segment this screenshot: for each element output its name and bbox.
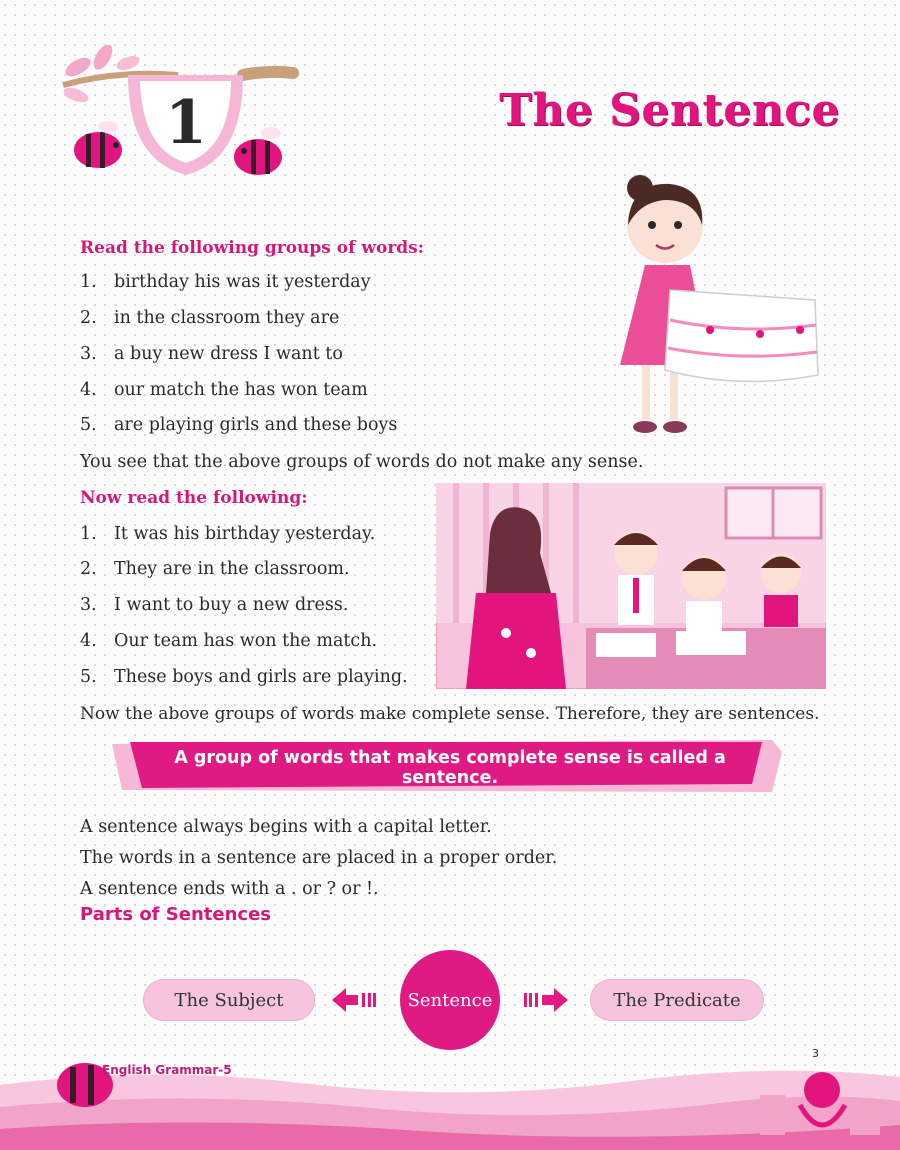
- arrow-right-icon: [524, 988, 568, 1012]
- page-title: The Sentence: [499, 85, 840, 136]
- arrow-left-icon: [332, 988, 376, 1012]
- list-number: 1.: [80, 272, 97, 292]
- predicate-pill: The Predicate: [590, 979, 764, 1021]
- girl-with-dress-illustration: [600, 170, 825, 445]
- list-number: 1.: [80, 524, 97, 544]
- list-text: a buy new dress I want to: [114, 344, 343, 364]
- chapter-badge: [58, 45, 303, 195]
- footer-book-title: English Grammar-5: [102, 1063, 232, 1077]
- list-text: are playing girls and these boys: [114, 415, 398, 435]
- list-text: It was his birthday yesterday.: [114, 524, 376, 544]
- section-conclusion: Now the above groups of words make complete sense. Therefore, they are sentences.: [80, 704, 820, 724]
- list-text: in the classroom they are: [114, 308, 340, 328]
- list-number: 4.: [80, 380, 97, 400]
- list-text: I want to buy a new dress.: [114, 595, 349, 615]
- list-item: [80, 595, 348, 615]
- footer-wave: [0, 1045, 900, 1150]
- rule-text: A sentence always begins with a capital letter.: [80, 817, 492, 837]
- list-number: 5.: [80, 667, 97, 687]
- list-number: 3.: [80, 344, 97, 364]
- list-text: our match the has won team: [114, 380, 368, 400]
- classroom-illustration: [436, 483, 826, 689]
- list-number: 2.: [80, 308, 97, 328]
- section-conclusion: You see that the above groups of words do not make any sense.: [80, 452, 644, 472]
- list-item: [80, 559, 350, 579]
- section-heading-read: Read the following groups of words:: [80, 238, 425, 258]
- list-item: [80, 380, 368, 400]
- list-item: [80, 308, 339, 328]
- rule-text: A sentence ends with a . or ? or !.: [80, 879, 379, 899]
- list-number: 4.: [80, 631, 97, 651]
- list-text: birthday his was it yesterday: [114, 272, 371, 292]
- page-number: 3: [812, 1047, 819, 1060]
- list-item: [80, 415, 397, 435]
- list-number: 2.: [80, 559, 97, 579]
- section-heading-now-read: Now read the following:: [80, 488, 308, 508]
- rule-text: The words in a sentence are placed in a proper order.: [80, 848, 558, 868]
- list-item: [80, 524, 375, 544]
- sentence-circle: Sentence: [400, 950, 500, 1050]
- list-number: 3.: [80, 595, 97, 615]
- list-number: 5.: [80, 415, 97, 435]
- chapter-number: 1: [165, 88, 207, 158]
- list-item: [80, 667, 408, 687]
- definition-text: A group of words that makes complete sense is called a sentence.: [174, 748, 726, 788]
- list-item: [80, 631, 377, 651]
- subject-pill: The Subject: [143, 979, 315, 1021]
- list-item: [80, 272, 371, 292]
- list-text: Our team has won the match.: [114, 631, 378, 651]
- list-item: [80, 344, 343, 364]
- list-text: They are in the classroom.: [114, 559, 350, 579]
- parts-heading: Parts of Sentences: [80, 904, 271, 925]
- list-text: These boys and girls are playing.: [114, 667, 408, 687]
